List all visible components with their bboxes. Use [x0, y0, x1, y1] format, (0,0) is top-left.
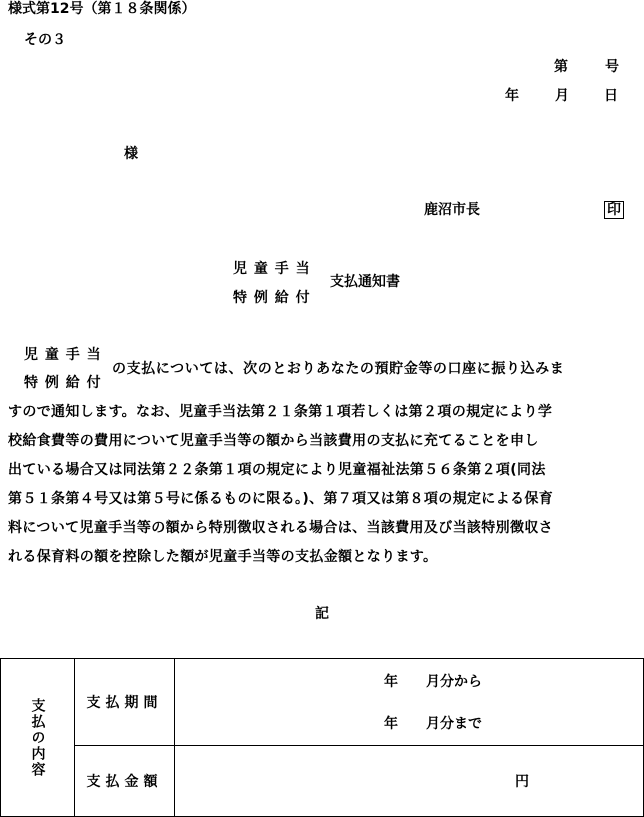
body-stack-line-2: 特 例 給 付 — [24, 375, 102, 391]
payment-table — [0, 658, 644, 817]
period-to-text: 年 月分まで — [384, 716, 482, 732]
title-main: 支払通知書 — [330, 274, 400, 290]
date-month-label: 月 — [555, 88, 569, 104]
number-label-dai: 第 — [554, 59, 568, 75]
body-stack-line-1: 児 童 手 当 — [24, 347, 102, 363]
form-title: 様式第12号（第１８条関係） — [8, 1, 196, 17]
date-day-label: 日 — [604, 88, 618, 104]
body-line-6: れる保育料の額を控除した額が児童手当等の支払金額となります。 — [8, 549, 438, 565]
body-lead: の支払については、次のとおりあなたの預貯金等の口座に振り込みま — [112, 361, 565, 377]
body-line-4: 第５１条第４号又は第５号に係るものに限る。)、第７項又は第８項の規定による保育 — [8, 491, 554, 507]
ki-mark: 記 — [315, 606, 329, 622]
number-label-go: 号 — [605, 59, 619, 75]
body-line-3: 出ている場合又は同法第２２条第１項の規定により児童福祉法第５６条第２項(同法 — [8, 462, 546, 478]
body-line-2: 校給食費等の費用について児童手当等の額から当該費用の支払に充てることを申し — [8, 433, 539, 449]
payment-amount-cell — [175, 746, 644, 817]
issuer-name: 鹿沼市長 — [424, 202, 480, 218]
period-from-text: 年 月分から — [384, 674, 482, 690]
amount-unit: 円 — [515, 774, 529, 790]
seal-mark: 印 — [604, 201, 624, 219]
payment-amount-label: 支払金額 — [75, 746, 175, 817]
payment-period-cell — [175, 659, 644, 746]
payment-period-label: 支払期間 — [75, 659, 175, 746]
title-line-2: 特 例 給 付 — [233, 290, 311, 306]
body-line-5: 料について児童手当等の額から特別徴収される場合は、当該費用及び当該特別徴収さ — [8, 520, 554, 536]
addressee-suffix: 様 — [124, 146, 138, 162]
date-year-label: 年 — [505, 88, 519, 104]
title-line-1: 児 童 手 当 — [233, 261, 311, 277]
payment-content-group-cell — [1, 659, 75, 817]
payment-content-label: 支払の内容 — [29, 697, 46, 778]
form-variant: その３ — [24, 32, 66, 48]
body-line-1: すので通知します。なお、児童手当法第２１条第１項若しくは第２項の規定により学 — [8, 404, 553, 420]
